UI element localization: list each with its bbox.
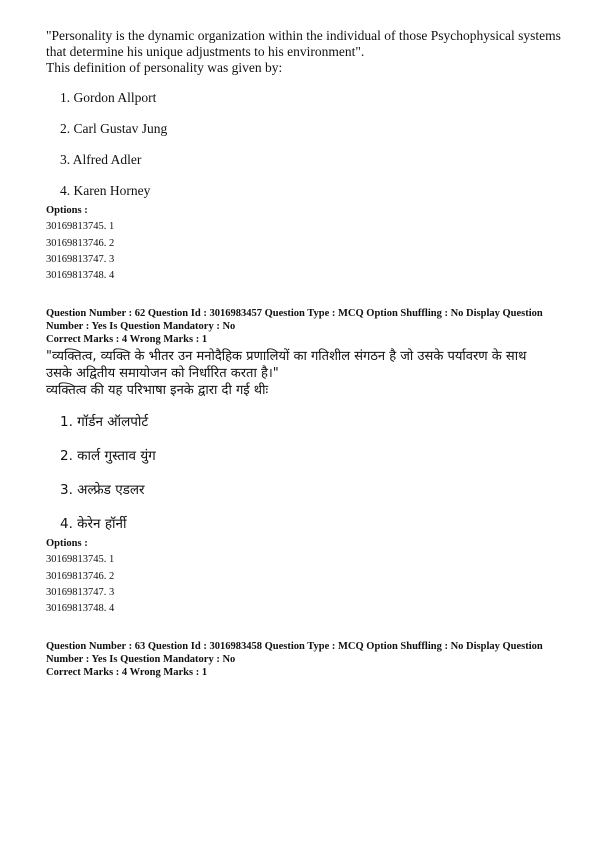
question-header-line: Question Number : 62 Question Id : 3016983457 Question Type : MCQ Option Shuffling : No Display Question [46, 308, 543, 320]
answer-option: 3. Alfred Adler [60, 152, 142, 167]
options-label: Options : [46, 205, 88, 216]
question-63 [46, 640, 566, 679]
question-text-line: "व्यक्तित्व, व्यक्ति के भीतर उन मनोदैहिक प्रणालियों का गतिशील संगठन है जो उसके पर्यावरण के साथ [46, 349, 527, 365]
option-id: 30169813747. 3 [46, 253, 115, 265]
option-id: 30169813748. 4 [46, 603, 115, 615]
answer-option: 1. Gordon Allport [60, 90, 157, 105]
question-text-line: "Personality is the dynamic organization within the individual of those Psychophysical systems [46, 28, 561, 43]
question-header [46, 307, 566, 346]
question-header-line: Correct Marks : 4 Wrong Marks : 1 [46, 334, 208, 346]
question-62-text [46, 348, 566, 399]
answer-option: 2. Carl Gustav Jung [60, 121, 168, 136]
option-id: 30169813746. 2 [46, 570, 115, 582]
answer-options [46, 414, 566, 533]
question-header-line: Number : Yes Is Question Mandatory : No [46, 654, 236, 666]
question-61-text [46, 28, 566, 76]
option-ids [46, 537, 566, 615]
question-header-line: Correct Marks : 4 Wrong Marks : 1 [46, 667, 208, 679]
question-header-line: Number : Yes Is Question Mandatory : No [46, 321, 236, 333]
question-text-line: व्यक्तित्व की यह परिभाषा इनके द्वारा दी गई थीः [46, 383, 269, 399]
answer-option: 3. अल्फ्रेड एडलर [60, 482, 145, 499]
question-header [46, 640, 566, 679]
option-id: 30169813747. 3 [46, 587, 115, 599]
question-text-line: that determine his unique adjustments to his environment". [46, 44, 365, 59]
answer-option: 4. केरेन हॉर्नी [60, 516, 127, 533]
option-id: 30169813745. 1 [46, 554, 115, 566]
answer-option: 4. Karen Horney [60, 183, 151, 198]
question-text-line: उसके अद्वितीय समायोजन को निर्धारित करता है।" [46, 366, 279, 382]
answer-option: 2. कार्ल गुस्ताव युंग [60, 448, 156, 465]
option-id: 30169813748. 4 [46, 270, 115, 282]
question-61 [46, 28, 566, 282]
answer-options [46, 90, 566, 199]
option-ids [46, 204, 566, 282]
answer-option: 1. गॉर्डन ऑलपोर्ट [60, 414, 149, 431]
question-header-line: Question Number : 63 Question Id : 3016983458 Question Type : MCQ Option Shuffling : No Display Question [46, 641, 543, 653]
option-id: 30169813746. 2 [46, 237, 115, 249]
option-id: 30169813745. 1 [46, 221, 115, 233]
document-page [46, 28, 566, 679]
question-text-line: This definition of personality was given by: [46, 60, 283, 75]
question-62 [46, 307, 566, 615]
options-label: Options : [46, 538, 88, 550]
